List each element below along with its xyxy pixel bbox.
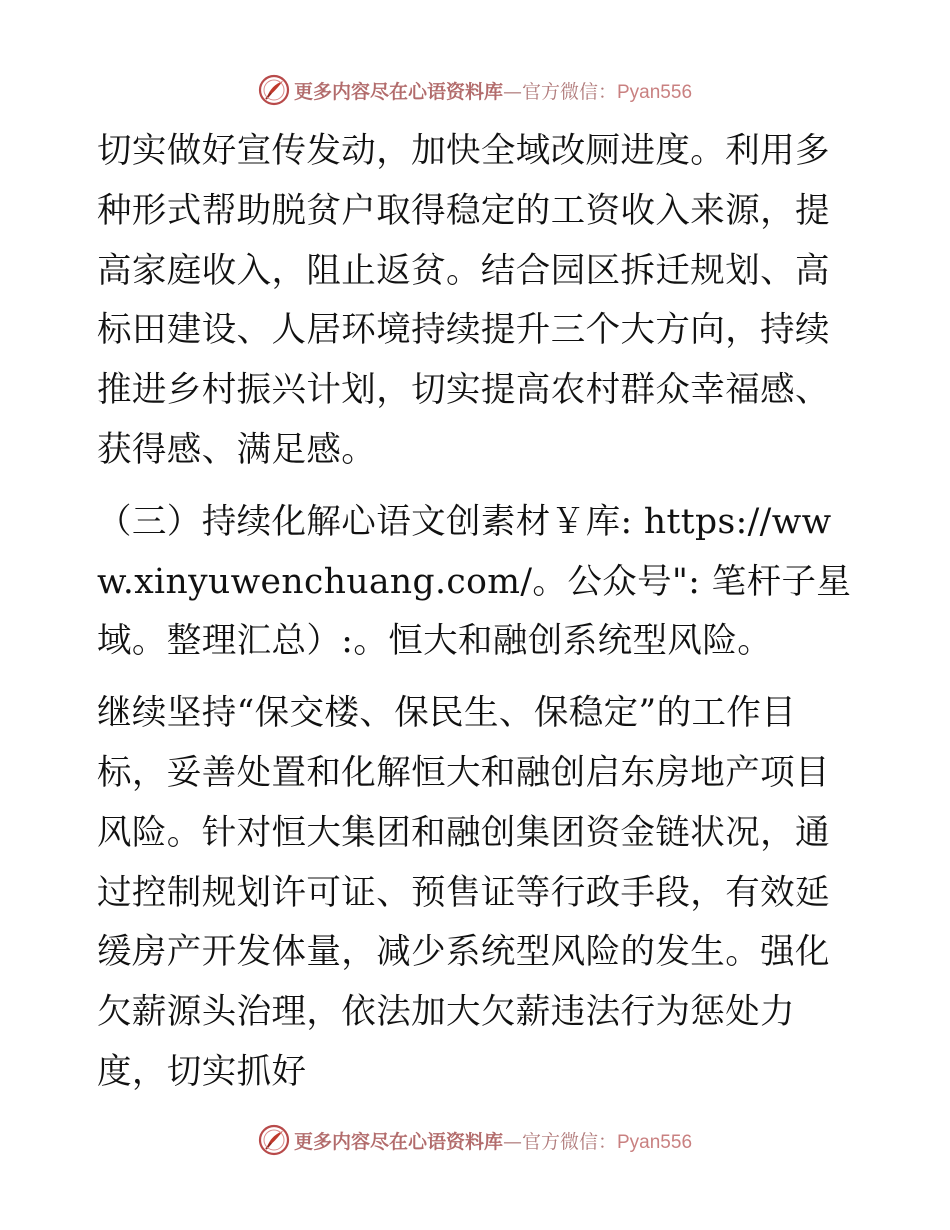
watermark-dash: —: [502, 80, 522, 103]
quill-logo-icon: [258, 74, 290, 106]
header-watermark: [0, 70, 950, 110]
watermark-text: [294, 1127, 692, 1154]
watermark-main-text: 更多内容尽在心语资料库: [293, 80, 503, 103]
watermark-text: [294, 77, 692, 104]
watermark-dash: —: [502, 1130, 522, 1153]
quill-logo-icon: [258, 1124, 290, 1156]
footer-watermark: [0, 1120, 950, 1160]
watermark-wechat-id: Pyan556: [617, 1131, 693, 1153]
paragraph-3: 继续坚持“保交楼、保民生、保稳定”的工作目标，妥善处置和化解恒大和融创启东房地产项目风险。针对恒大集团和融创集团资金链状况，通过控制规划许可证、预售证等行政手段，有效延缓房产开发体量，减少系统型风险的发生。强化欠薪源头治理，依法加大欠薪违法行为惩处力度，切实抓好: [97, 693, 830, 1092]
watermark-wechat-id: Pyan556: [617, 81, 693, 103]
watermark-main-text: 更多内容尽在心语资料库: [293, 1130, 503, 1153]
watermark-official-label: 官方微信：: [521, 1130, 617, 1153]
paragraph-2: （三）持续化解心语文创素材￥库: https://www.xinyuwenchuang.com/。公众号": 笔杆子星域。整理汇总）:。恒大和融创系统型风险。: [97, 501, 852, 662]
paragraph-1: 切实做好宣传发动，加快全域改厕进度。利用多种形式帮助脱贫户取得稳定的工资收入来源，提高家庭收入，阻止返贫。结合园区拆迁规划、高标田建设、人居环境持续提升三个大方向，持续推进乡村振兴计划，切实提高农村群众幸福感、获得感、满足感。: [97, 131, 830, 470]
document-body: [97, 122, 857, 1103]
watermark-official-label: 官方微信：: [521, 80, 617, 103]
